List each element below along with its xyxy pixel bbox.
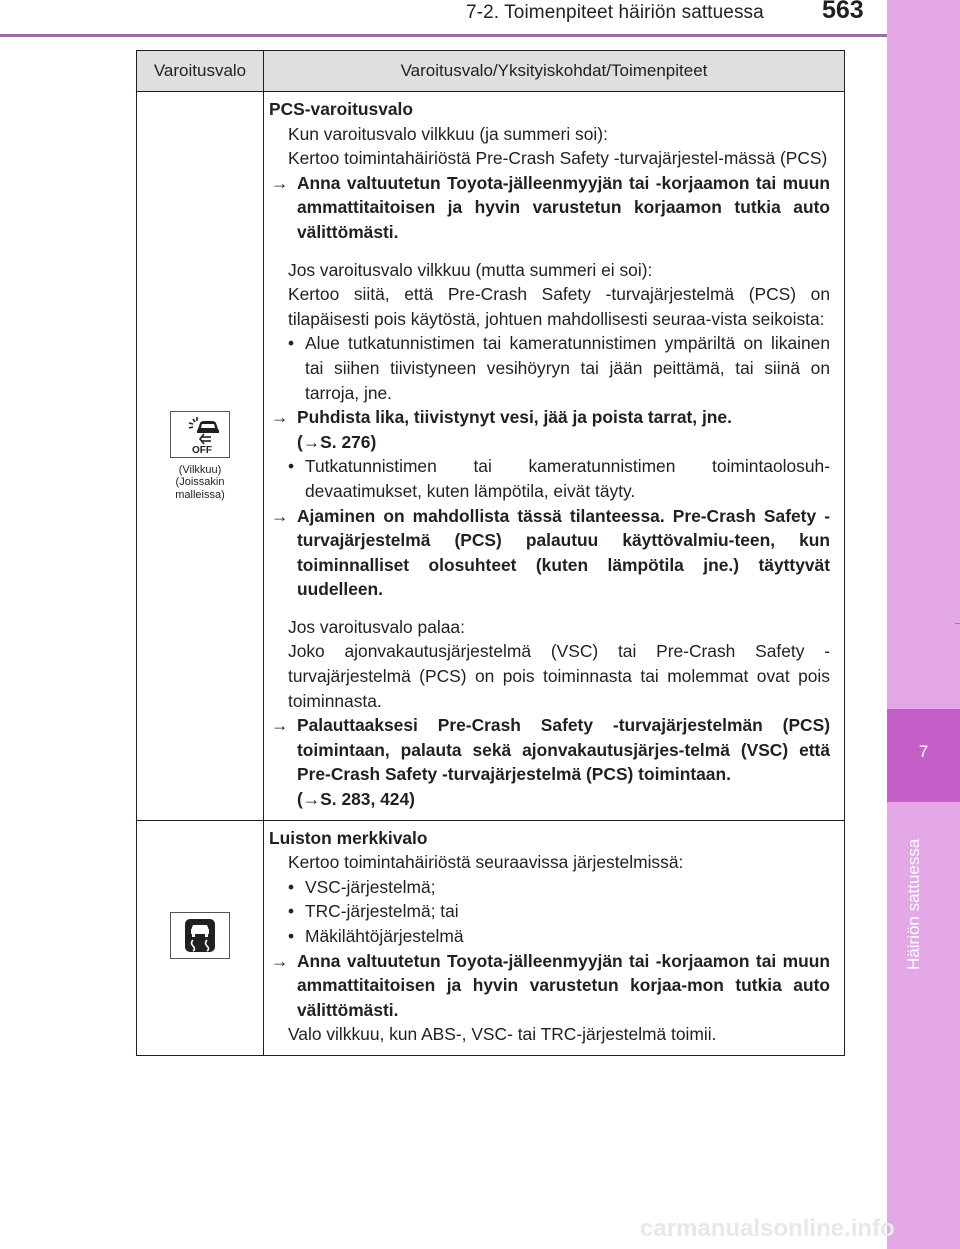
action-item	[269, 171, 830, 245]
action-item	[269, 713, 830, 811]
description-text: Kertoo toimintahäiriöstä seuraavissa järjestelmissä:	[288, 852, 684, 873]
column-header-warning-light: Varoitusvalo	[137, 51, 264, 92]
arrow-icon: →	[271, 407, 289, 428]
list-item-text: Alue tutkatunnistimen tai kameratunnistimen ympäriltä on likainen tai siihen tiivistyneen vesihöyryn tai jään peittämä, tai siinä on tarroja, jne.	[305, 333, 830, 403]
details-cell	[264, 92, 845, 821]
description-text: Kertoo siitä, että Pre-Crash Safety -turvajärjestelmä (PCS) on tilapäisesti pois käytöstä, johtuen mahdollisesti seuraa-vista seikoista:	[288, 284, 830, 329]
item-title: PCS-varoitusvalo	[269, 99, 413, 119]
slip-indicator-icon	[170, 912, 230, 959]
icon-note-line: (Vilkkuu)	[178, 463, 222, 476]
section-title: 7-2. Toimenpiteet häiriön sattuessa	[466, 2, 764, 23]
bullet-icon: •	[288, 876, 295, 897]
table-header-row	[137, 51, 845, 92]
details-cell	[264, 820, 845, 1055]
bullet-icon: •	[288, 901, 295, 922]
action-text: Anna valtuutetun Toyota-jälleenmyyjän tai -korjaamon tai muun ammattitaitoisen ja hyvin varustetun korjaamon tutkia auto välittömästi.	[297, 172, 830, 242]
arrow-icon: →	[271, 505, 289, 526]
icon-note-line: (Joissakin	[175, 476, 225, 489]
list-item	[269, 899, 830, 924]
slip-indicator-icon-graphic	[171, 913, 229, 958]
icon-cell	[137, 820, 264, 1055]
action-text: Puhdista lika, tiivistynyt vesi, jää ja poista tarrat, jne.	[297, 407, 732, 428]
table-row	[137, 92, 845, 821]
pcs-off-icon-text: OFF	[192, 444, 212, 456]
list-item-text: Tutkatunnistimen tai kameratunnistimen toimintaolosuh-devaatimukset, kuten lämpötila, eivät täyty.	[305, 456, 830, 501]
table-row	[137, 820, 845, 1055]
bullet-icon: •	[288, 333, 295, 354]
action-item	[269, 504, 830, 602]
chapter-side-tab	[887, 0, 960, 1249]
description-text: Joko ajonvakautusjärjestelmä (VSC) tai Pre-Crash Safety -turvajärjestelmä (PCS) on pois toiminnasta tai molemmat ovat pois toiminnasta.	[288, 641, 830, 711]
arrow-icon: →	[271, 950, 289, 971]
chapter-title: Häiriön sattuessa	[904, 838, 923, 970]
margin-tick	[955, 623, 960, 624]
page-number: 563	[822, 0, 864, 24]
list-item	[269, 924, 830, 949]
list-item	[269, 875, 830, 900]
action-item	[269, 405, 830, 454]
icon-note	[137, 464, 263, 502]
list-item-text: TRC-järjestelmä; tai	[305, 901, 459, 922]
list-item	[269, 454, 830, 503]
icon-cell	[137, 92, 264, 821]
pcs-off-icon	[170, 411, 230, 458]
warning-light-table	[136, 50, 845, 1056]
action-item	[269, 949, 830, 1023]
condition-text: Jos varoitusvalo palaa:	[288, 616, 465, 637]
description-text: Kertoo toimintahäiriöstä Pre-Crash Safety -turvajärjestel-mässä (PCS)	[288, 148, 828, 169]
page-reference: (→S. 283, 424)	[297, 789, 415, 810]
list-item-text: Mäkilähtöjärjestelmä	[305, 926, 464, 946]
condition-text: Jos varoitusvalo vilkkuu (mutta summeri ei soi):	[288, 259, 653, 280]
bullet-icon: •	[288, 926, 295, 946]
list-item	[269, 331, 830, 405]
condition-text: Kun varoitusvalo vilkkuu (ja summeri soi):	[288, 123, 608, 144]
action-text: Anna valtuutetun Toyota-jälleenmyyjän tai -korjaamon tai muun ammattitaitoisen ja hyvin varustetun korjaa-mon tutkia auto välittömästi.	[297, 950, 830, 1020]
watermark: carmanualsonline.info	[640, 1215, 895, 1242]
action-text: Palauttaaksesi Pre-Crash Safety -turvajärjestelmän (PCS) toimintaan, palauta sekä ajonvakautusjärjes-telmä (VSC) että Pre-Crash Safety -turvajärjestelmä (PCS) toimintaan.	[297, 715, 830, 785]
header-rule	[0, 34, 887, 37]
column-header-details: Varoitusvalo/Yksityiskohdat/Toimenpiteet	[264, 51, 845, 92]
bullet-icon: •	[288, 456, 295, 477]
note-text: Valo vilkkuu, kun ABS-, VSC- tai TRC-järjestelmä toimii.	[288, 1024, 717, 1045]
page-reference: (→S. 276)	[297, 431, 377, 452]
arrow-icon: →	[271, 172, 289, 193]
icon-note-line: malleissa)	[175, 488, 225, 501]
action-text: Ajaminen on mahdollista tässä tilanteessa. Pre-Crash Safety -turvajärjestelmä (PCS) palautuu käyttövalmiu-teen, kun toiminnalliset olosuhteet (kuten lämpötila jne.) täyttyvät uudelleen.	[297, 505, 830, 600]
chapter-number: 7	[918, 742, 929, 761]
list-item-text: VSC-järjestelmä;	[305, 876, 436, 897]
arrow-icon: →	[271, 715, 289, 736]
item-title: Luiston merkkivalo	[269, 827, 428, 848]
pcs-off-icon-graphic	[171, 412, 229, 457]
